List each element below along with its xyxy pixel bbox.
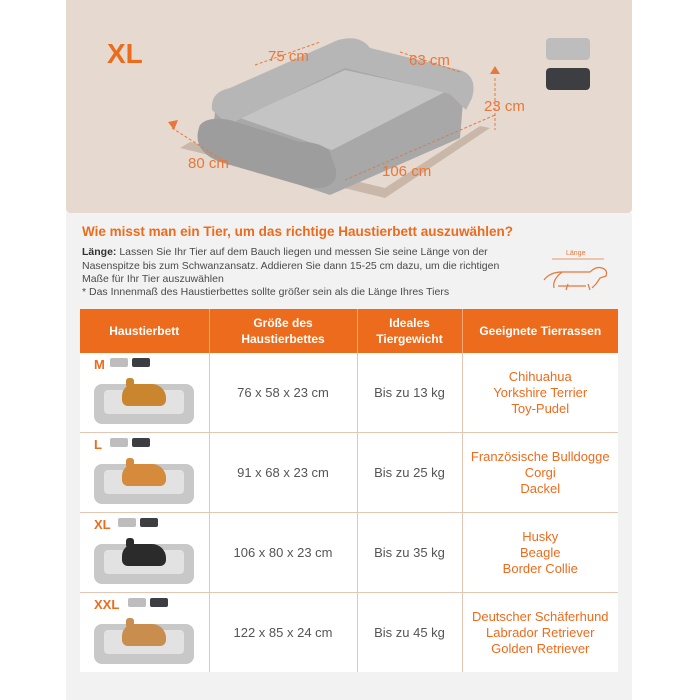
header-breeds: Geeignete Tierrassen [462,309,618,353]
table-row [80,513,618,593]
dog-photo [122,464,166,486]
breed-item: Deutscher Schäferhund [471,608,609,624]
bed-thumbnail-cell [80,353,209,433]
bed-thumbnail-cell [80,513,209,593]
breed-item: Husky [522,528,559,544]
dim-height: 23 cm [484,98,525,115]
size-label: L [94,437,102,452]
size-title: XL [107,38,143,69]
depth-arrow-icon [168,120,178,130]
header-bed-size: Größe des Haustierbettes [209,309,357,353]
dog-length-label: Länge [566,250,586,257]
breed-list [462,593,618,673]
size-table [80,309,618,672]
size-label: XXL [94,597,120,612]
breed-item: Yorkshire Terrier [493,384,588,400]
table-row [80,353,618,433]
measure-question: Wie misst man ein Tier, um das richtige Haustierbett auszuwählen? [82,224,513,239]
length-text: Lassen Sie Ihr Tier auf dem Bauch liegen und messen Sie seine Länge von der Nasenspitze bis zum Schwanzansatz. Addieren Sie dann 15-25 cm dazu, um die richtigen Maße für Ihr Tier auszuwählen [82,246,500,285]
mini-swatch-dark [132,358,150,367]
bed-thumbnail-cell [80,593,209,673]
mini-swatch-light [118,518,136,527]
length-label: Länge: [82,246,117,258]
ideal-weight: Bis zu 35 kg [357,513,462,593]
mini-swatch-light [128,598,146,607]
bed-dimensions: 106 x 80 x 23 cm [209,513,357,593]
bed-illustration [160,30,550,205]
color-swatch-light-grey[interactable] [546,38,590,60]
table-header-row [80,309,618,353]
height-arrow-icon [490,66,500,74]
mini-swatch-dark [150,598,168,607]
breed-item: Toy-Pudel [511,400,570,416]
color-swatch-dark-grey[interactable] [546,68,590,90]
dog-photo [122,624,166,646]
bed-dimensions: 122 x 85 x 24 cm [209,593,357,673]
breed-list [462,353,618,433]
table-row [80,433,618,513]
bed-thumbnail-cell [80,433,209,513]
breed-list [462,433,618,513]
breed-item: Chihuahua [508,368,572,384]
bed-photo [94,544,194,584]
bed-photo [94,464,194,504]
mini-swatch-light [110,358,128,367]
size-label: M [94,357,105,372]
measure-description [82,246,522,287]
breed-item: Beagle [520,544,561,560]
table-row [80,593,618,673]
bed-photo [94,384,194,424]
inner-size-note: * Das Innenmaß des Haustierbettes sollte größer sein als die Länge Ihres Tiers [82,286,450,298]
ideal-weight: Bis zu 25 kg [357,433,462,513]
dim-outer-depth: 80 cm [188,155,229,172]
breed-item: Labrador Retriever [486,624,595,640]
mini-swatch-dark [132,438,150,447]
ideal-weight: Bis zu 45 kg [357,593,462,673]
breed-item: Französische Bulldogge [470,448,610,464]
header-bed: Haustierbett [80,309,209,353]
bed-photo [94,624,194,664]
breed-item: Border Collie [502,560,578,576]
mini-swatch-dark [140,518,158,527]
size-label: XL [94,517,111,532]
dim-depth: 63 cm [409,52,450,69]
breed-list [462,513,618,593]
mini-swatch-light [110,438,128,447]
dim-outer-length: 106 cm [382,163,432,180]
breed-item: Dackel [520,480,561,496]
breed-item: Golden Retriever [491,640,590,656]
bed-dimensions: 91 x 68 x 23 cm [209,433,357,513]
dim-width: 75 cm [268,48,309,65]
ideal-weight: Bis zu 13 kg [357,353,462,433]
bed-dimensions: 76 x 58 x 23 cm [209,353,357,433]
header-weight: Ideales Tiergewicht [357,309,462,353]
dog-photo [122,384,166,406]
dog-photo [122,544,166,566]
breed-item: Corgi [524,464,556,480]
